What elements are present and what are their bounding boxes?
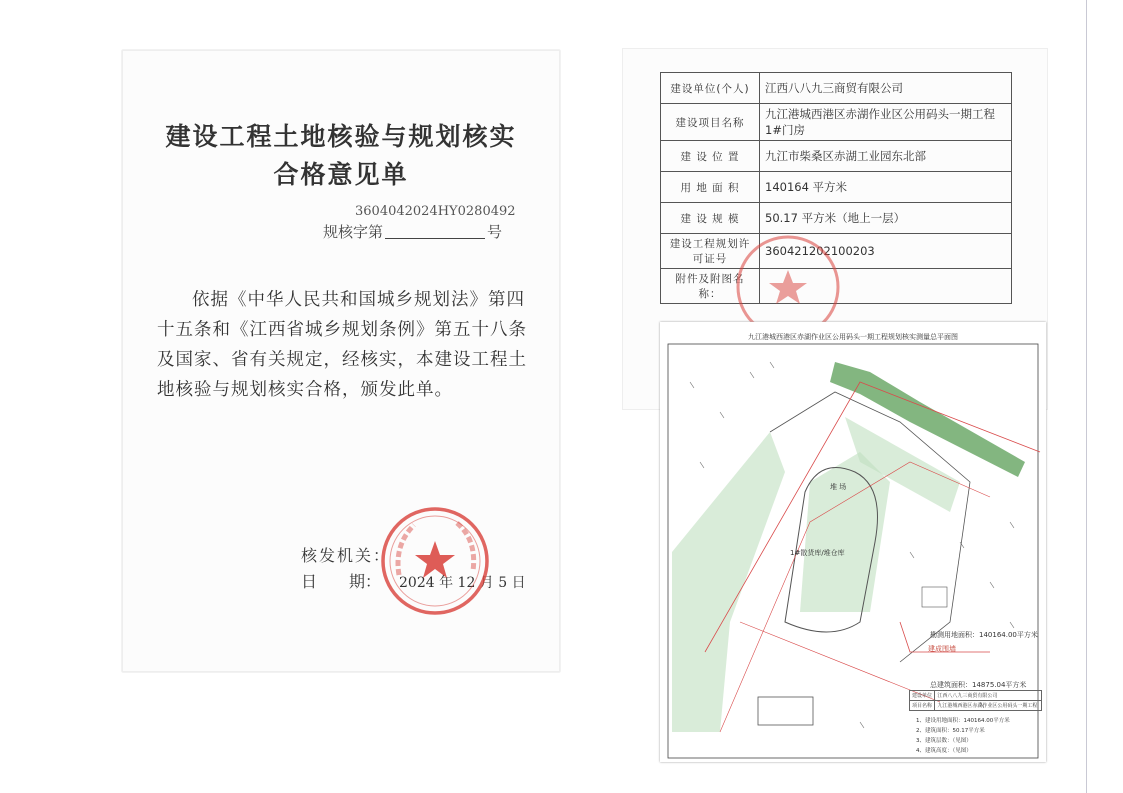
certificate-code: 3604042024HY0280492 bbox=[355, 204, 516, 219]
number-prefix: 规核字第 bbox=[323, 223, 384, 241]
map-note: 1、建设用地面积：140164.00平方米 bbox=[916, 718, 1010, 724]
map-note: 3、建筑层数：（见图） bbox=[916, 738, 972, 744]
official-seal bbox=[379, 505, 491, 617]
row-value: 九江港城西港区赤湖作业区公用码头一期工程 1#门房 bbox=[760, 104, 1012, 141]
table-row bbox=[661, 73, 1012, 104]
map-title: 九江港城西港区赤湖作业区公用码头一期工程规划核实测量总平面图 bbox=[748, 333, 958, 341]
legend-value: 江西八八九三商贸有限公司 bbox=[935, 691, 1042, 701]
row-label: 建设单位(个人) bbox=[661, 73, 760, 104]
certificate-number-line bbox=[323, 221, 502, 242]
table-row bbox=[661, 141, 1012, 172]
certificate-body: 依据《中华人民共和国城乡规划法》第四十五条和《江西省城乡规划条例》第五十八条及国家、省有关规定，经核实，本建设工程土地核验与规划核实合格，颁发此单。 bbox=[157, 290, 527, 400]
map-label-center: 1#散货库/堆仓库 bbox=[790, 549, 845, 557]
certificate-title-line1: 建设工程土地核验与规划核实 bbox=[165, 122, 517, 151]
table-row bbox=[910, 691, 1042, 701]
row-label: 建设工程规划许可证号 bbox=[661, 234, 760, 269]
table-row bbox=[910, 701, 1042, 711]
table-row bbox=[661, 203, 1012, 234]
date-value: 2024 年 12 月 5 日 bbox=[399, 575, 526, 591]
row-value: 九江市柴桑区赤湖工业园东北部 bbox=[760, 141, 1012, 172]
table-row bbox=[661, 104, 1012, 141]
legend-key: 项目名称 bbox=[910, 701, 935, 711]
map-label-total: 总建筑面积：14875.04平方米 bbox=[930, 681, 1027, 689]
map-legend-table bbox=[909, 690, 1042, 711]
row-label: 附件及附图名称： bbox=[661, 269, 760, 304]
map-label-area: 勘测用地面积：140164.00平方米 bbox=[930, 631, 1038, 639]
row-label: 建 设 位 置 bbox=[661, 141, 760, 172]
legend-key: 建设单位 bbox=[910, 691, 935, 701]
row-label: 建设项目名称 bbox=[661, 104, 760, 141]
scan-edge-line bbox=[1086, 0, 1087, 793]
row-value: 140164 平方米 bbox=[760, 172, 1012, 203]
star-icon bbox=[415, 541, 455, 578]
map-label-yard: 堆 场 bbox=[830, 483, 847, 491]
certificate-page bbox=[122, 50, 560, 672]
map-note: 2、建筑面积：50.17平方米 bbox=[916, 728, 985, 734]
issuer-label: 核发机关： bbox=[301, 546, 392, 565]
map-note: 4、建筑高度：（见图） bbox=[916, 748, 972, 754]
map-label-wall: 建成围墙 bbox=[928, 645, 956, 653]
table-row bbox=[661, 172, 1012, 203]
row-value: 360421202100203 bbox=[760, 234, 1012, 269]
row-value: 50.17 平方米（地上一层） bbox=[760, 203, 1012, 234]
star-icon bbox=[769, 270, 807, 304]
row-value: 江西八八九三商贸有限公司 bbox=[760, 73, 1012, 104]
row-label: 用 地 面 积 bbox=[661, 172, 760, 203]
legend-value: 九江港城西港区赤湖作业区公用码头一期工程 bbox=[935, 701, 1042, 711]
site-plan-map bbox=[660, 322, 1046, 762]
certificate-title-line2: 合格意见单 bbox=[273, 160, 409, 189]
date-label: 日 期： bbox=[301, 572, 382, 591]
number-suffix: 号 bbox=[487, 223, 503, 241]
row-label: 建 设 规 模 bbox=[661, 203, 760, 234]
number-blank bbox=[385, 224, 485, 239]
